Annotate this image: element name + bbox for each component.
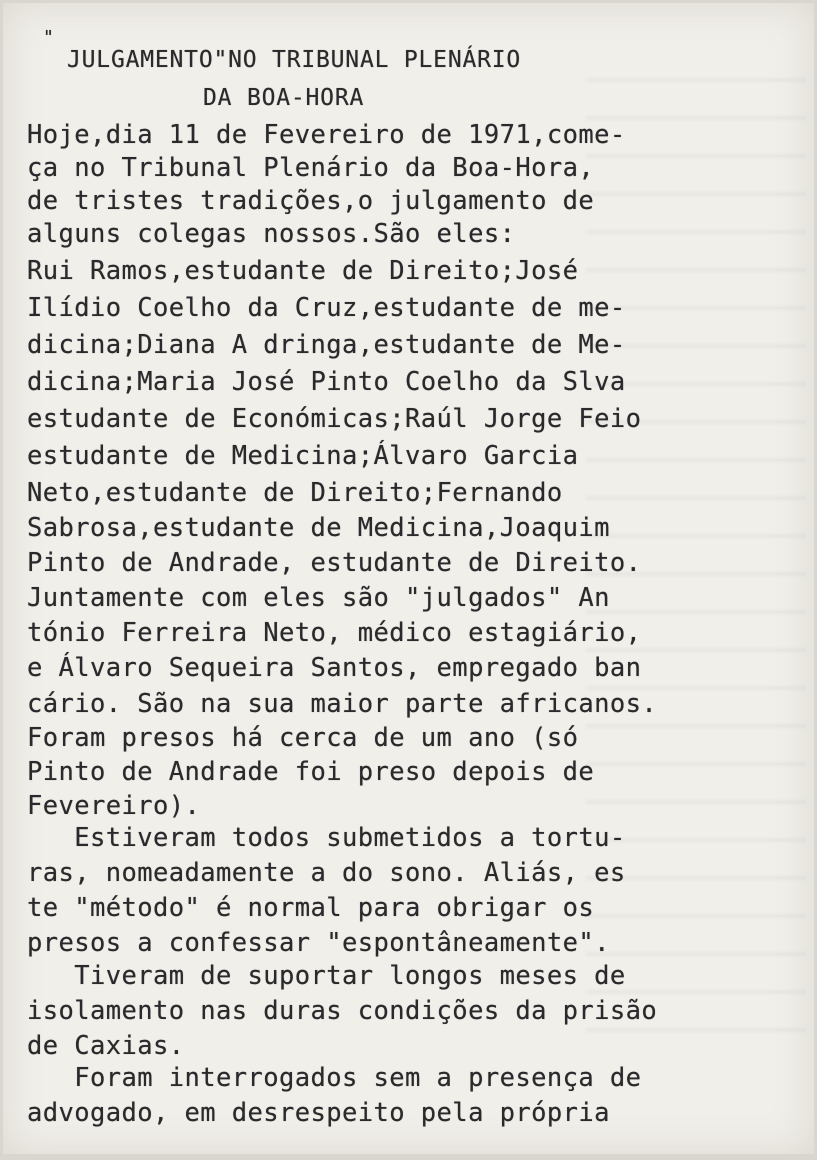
body-line: presos a confessar "espontâneamente". <box>27 928 610 958</box>
body-line: Pinto de Andrade, estudante de Direito. <box>27 548 642 578</box>
body-line: de Caxias. <box>27 1031 185 1061</box>
body-line: Juntamente com eles são "julgados" An <box>27 583 610 613</box>
body-line: te "método" é normal para obrigar os <box>27 893 595 923</box>
body-line: isolamento nas duras condições da prisão <box>27 996 658 1026</box>
body-line: dicina;Diana A dringa,estudante de Me- <box>27 330 626 360</box>
body-line: Ilídio Coelho da Cruz,estudante de me- <box>27 293 626 323</box>
body-line: Foram presos há cerca de um ano (só <box>27 723 579 753</box>
body-line: advogado, em desrespeito pela própria <box>27 1098 610 1128</box>
body-line: dicina;Maria José Pinto Coelho da Slva <box>27 367 626 397</box>
body-line: estudante de Medicina;Álvaro Garcia <box>27 441 579 471</box>
title-line-2: DA BOA-HORA <box>203 85 365 111</box>
title-line-1: JULGAMENTO"NO TRIBUNAL PLENÁRIO <box>67 47 522 73</box>
body-line: estudante de Económicas;Raúl Jorge Feio <box>27 404 642 434</box>
open-quote: " <box>43 27 55 48</box>
body-line: Tiveram de suportar longos meses de <box>27 961 626 991</box>
body-line: ras, nomeadamente a do sono. Aliás, es <box>27 858 626 888</box>
body-line: Hoje,dia 11 de Fevereiro de 1971,come- <box>27 120 626 150</box>
body-line: cário. São na sua maior parte africanos. <box>27 689 658 719</box>
body-line: de tristes tradições,o julgamento de <box>27 186 595 216</box>
body-line: tónio Ferreira Neto, médico estagiário, <box>27 618 642 648</box>
body-line: e Álvaro Sequeira Santos, empregado ban <box>27 653 642 683</box>
body-line: Rui Ramos,estudante de Direito;José <box>27 256 579 286</box>
body-line: Pinto de Andrade foi preso depois de <box>27 757 595 787</box>
body-line: Foram interrogados sem a presença de <box>27 1063 642 1093</box>
body-line: ça no Tribunal Plenário da Boa-Hora, <box>27 153 595 183</box>
body-line: Estiveram todos submetidos a tortu- <box>27 823 626 853</box>
body-line: Neto,estudante de Direito;Fernando <box>27 478 563 508</box>
body-line: Sabrosa,estudante de Medicina,Joaquim <box>27 513 610 543</box>
typed-page <box>3 3 814 1154</box>
body-line: Fevereiro). <box>27 791 201 821</box>
body-line: alguns colegas nossos.São eles: <box>27 219 516 249</box>
